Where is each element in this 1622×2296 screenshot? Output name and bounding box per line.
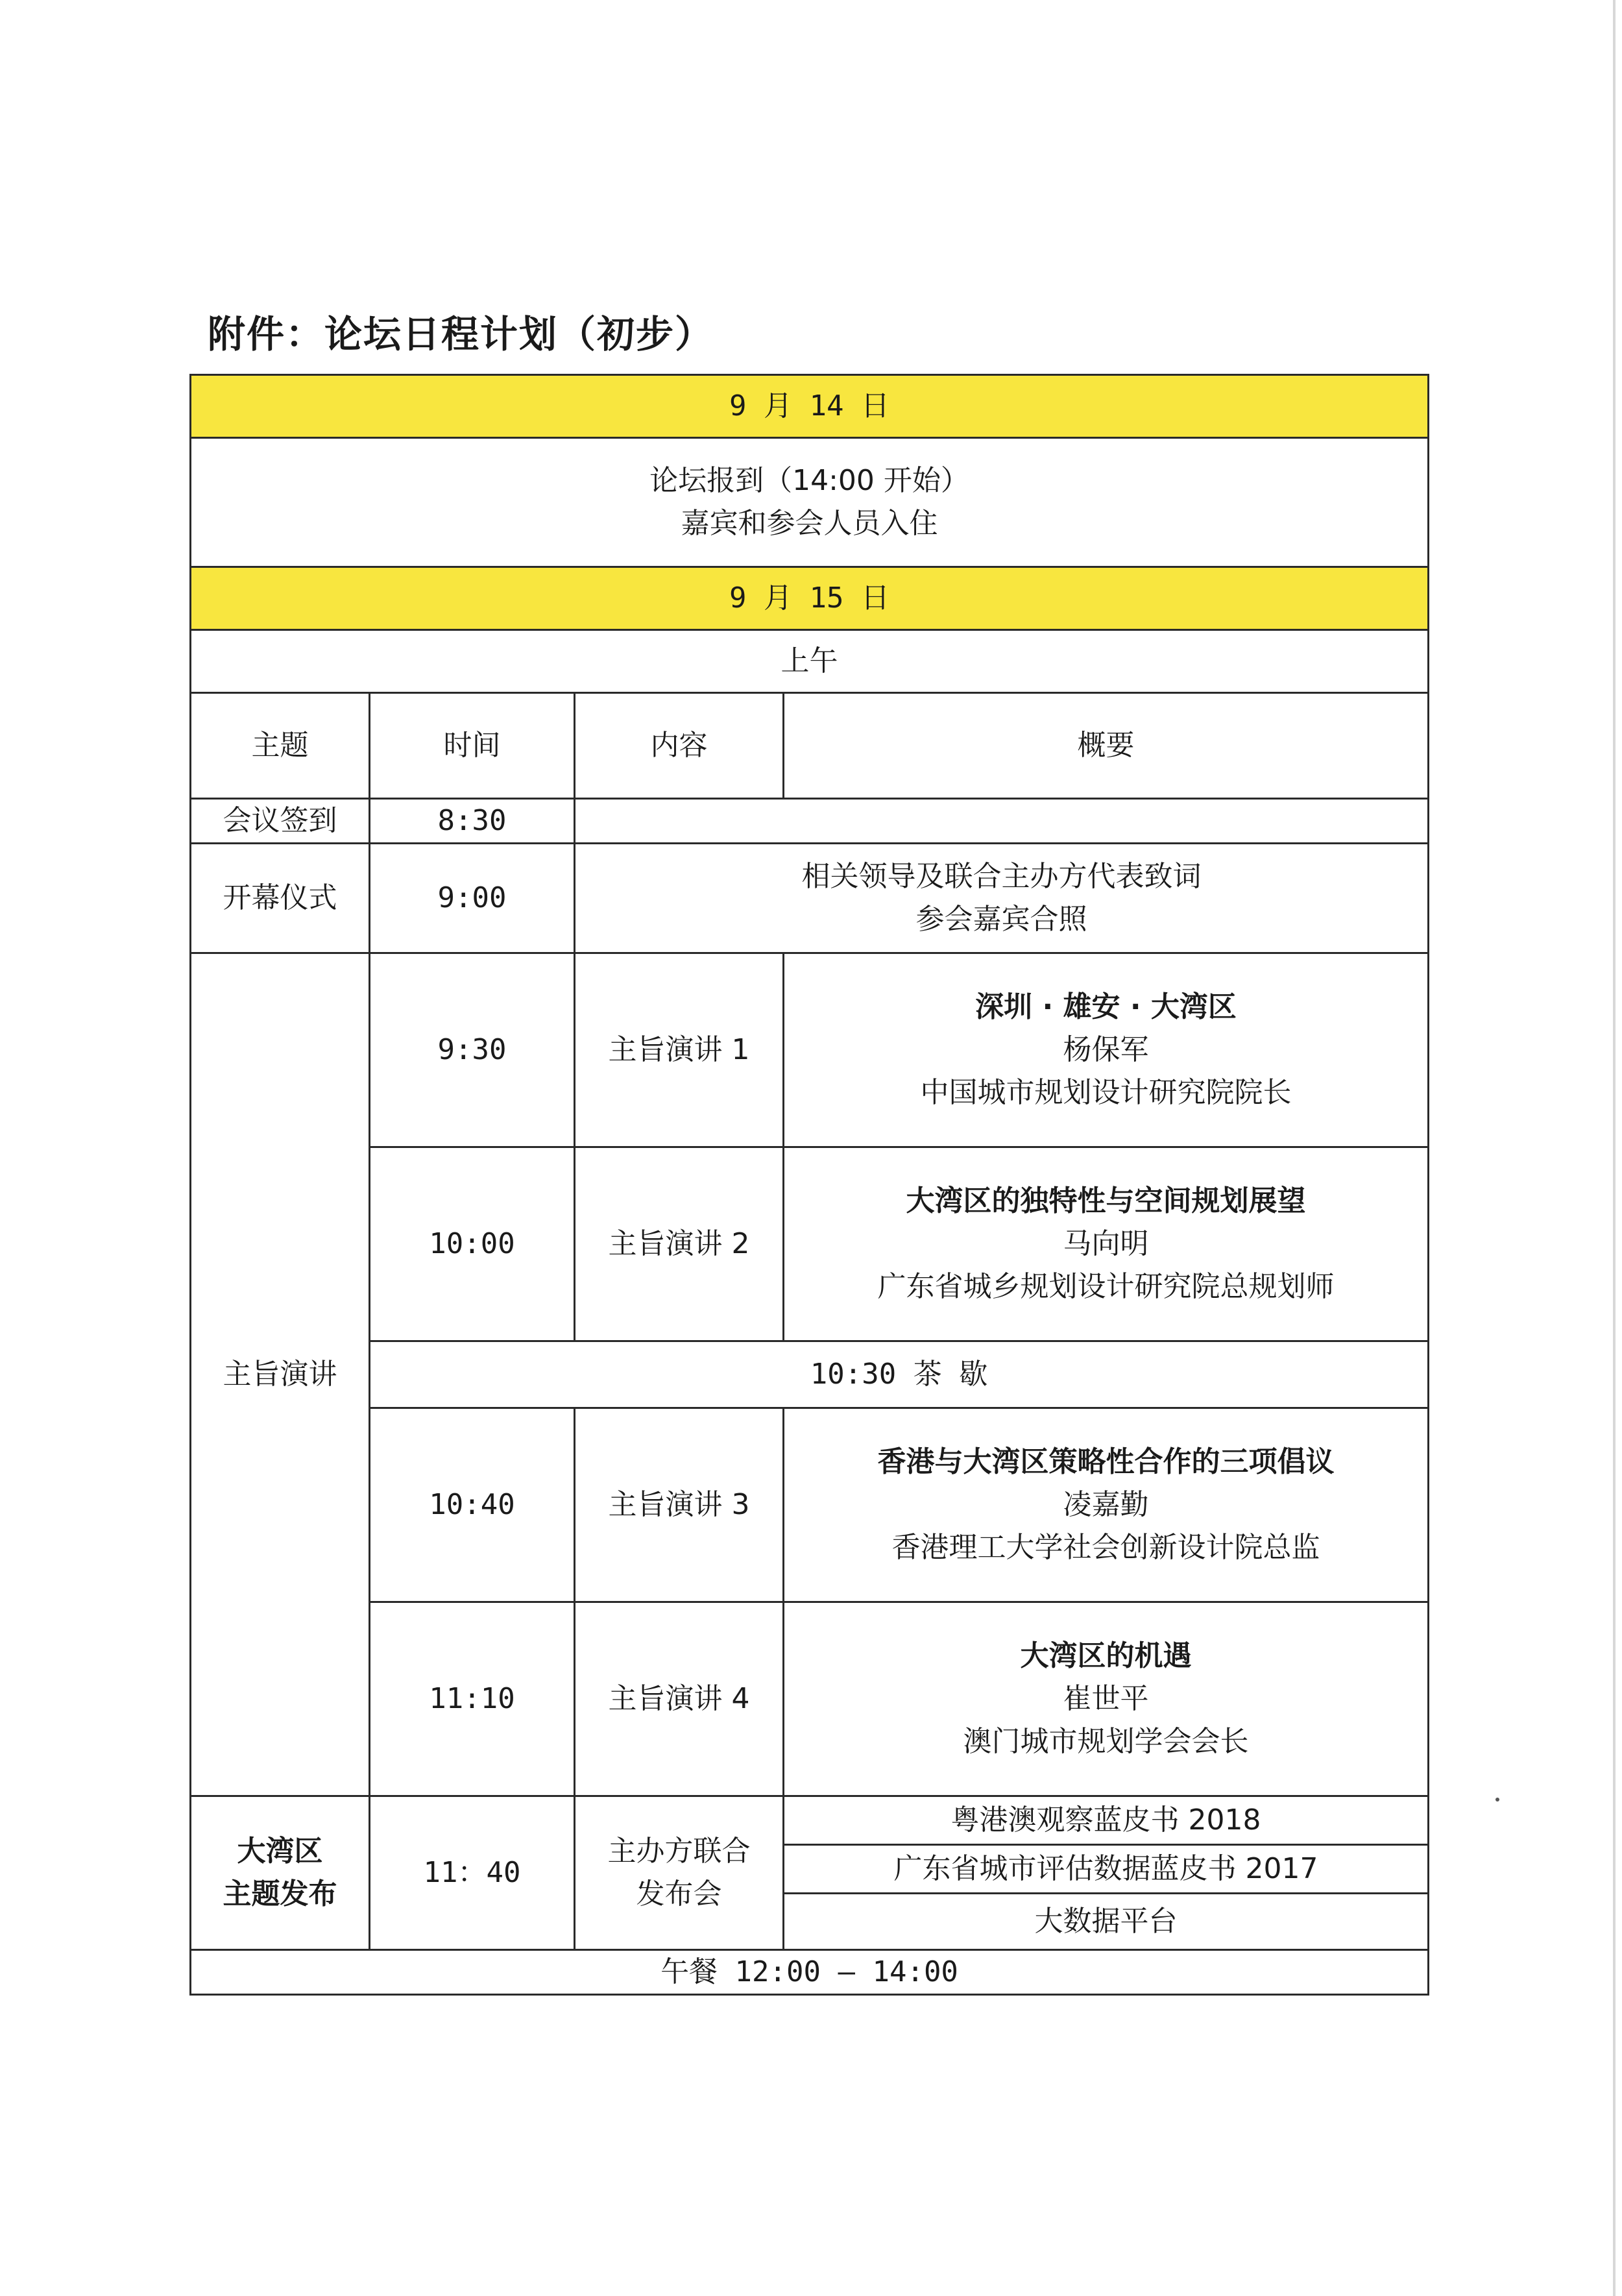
tea-break-row (191, 1341, 1429, 1408)
opening-topic: 开幕仪式 (191, 844, 370, 953)
talk-time: 9:30 (370, 953, 575, 1147)
page-edge (1613, 0, 1616, 2296)
signin-empty (575, 799, 1429, 844)
keynote-topic: 主旨演讲 (191, 953, 370, 1796)
talk-org: 中国城市规划设计研究院院长 (920, 1076, 1292, 1109)
header-topic: 主题 (191, 693, 370, 799)
release-item: 大数据平台 (784, 1894, 1429, 1950)
schedule-table (189, 374, 1429, 1996)
day2-header-row (191, 567, 1429, 630)
talk-speaker: 杨保军 (1063, 1033, 1149, 1066)
release-topic-line-2: 主题发布 (223, 1877, 337, 1911)
column-header-row (191, 693, 1429, 799)
talk-label: 主旨演讲 3 (575, 1408, 784, 1602)
talk-speaker: 崔世平 (1063, 1682, 1149, 1715)
day2-date: 9 月 15 日 (191, 567, 1429, 630)
release-item: 广东省城市评估数据蓝皮书 2017 (784, 1845, 1429, 1894)
header-summary: 概要 (784, 693, 1429, 799)
release-content (575, 1796, 784, 1950)
release-item: 粤港澳观察蓝皮书 2018 (784, 1796, 1429, 1845)
talk-row (191, 1147, 1429, 1341)
header-content: 内容 (575, 693, 784, 799)
lunch: 午餐 12:00 – 14:00 (191, 1950, 1429, 1995)
opening-time: 9:00 (370, 844, 575, 953)
talk-org: 香港理工大学社会创新设计院总监 (891, 1531, 1320, 1564)
opening-row (191, 844, 1429, 953)
talk-summary (784, 1147, 1429, 1341)
talk-org: 广东省城乡规划设计研究院总规划师 (877, 1270, 1335, 1303)
talk-org: 澳门城市规划学会会长 (963, 1725, 1249, 1758)
talk-summary (784, 953, 1429, 1147)
talk-title: 大湾区的机遇 (1020, 1639, 1192, 1672)
talk-label: 主旨演讲 1 (575, 953, 784, 1147)
talk-speaker: 凌嘉勤 (1063, 1488, 1149, 1521)
day1-info-row (191, 438, 1429, 567)
release-content-line-2: 发布会 (636, 1877, 722, 1911)
release-content-line-1: 主办方联合 (607, 1835, 751, 1868)
talk-row (191, 953, 1429, 1147)
release-time: 11：40 (370, 1796, 575, 1950)
talk-title: 香港与大湾区策略性合作的三项倡议 (877, 1445, 1335, 1478)
day1-line-1: 论坛报到（14:00 开始） (649, 464, 969, 497)
period-label: 上午 (191, 630, 1429, 693)
talk-row (191, 1602, 1429, 1796)
release-row (191, 1796, 1429, 1845)
opening-line-2: 参会嘉宾合照 (915, 903, 1087, 936)
page-title: 附件：论坛日程计划（初步） (208, 312, 714, 356)
opening-summary (575, 844, 1429, 953)
day1-info (191, 438, 1429, 567)
talk-label: 主旨演讲 2 (575, 1147, 784, 1341)
signin-topic: 会议签到 (191, 799, 370, 844)
day1-header-row (191, 375, 1429, 438)
talk-title: 深圳 · 雄安 · 大湾区 (975, 990, 1237, 1023)
scan-speck (1495, 1798, 1499, 1801)
opening-line-1: 相关领导及联合主办方代表致词 (801, 860, 1202, 893)
day1-line-2: 嘉宾和参会人员入住 (681, 507, 938, 540)
signin-row (191, 799, 1429, 844)
talk-row (191, 1408, 1429, 1602)
talk-time: 10:40 (370, 1408, 575, 1602)
talk-time: 11:10 (370, 1602, 575, 1796)
tea-break: 10:30 茶 歇 (370, 1341, 1429, 1408)
signin-time: 8:30 (370, 799, 575, 844)
talk-title: 大湾区的独特性与空间规划展望 (906, 1184, 1306, 1217)
talk-summary (784, 1602, 1429, 1796)
release-topic-line-1: 大湾区 (237, 1835, 323, 1868)
header-time: 时间 (370, 693, 575, 799)
talk-time: 10:00 (370, 1147, 575, 1341)
release-topic (191, 1796, 370, 1950)
talk-label: 主旨演讲 4 (575, 1602, 784, 1796)
talk-summary (784, 1408, 1429, 1602)
talk-speaker: 马向明 (1063, 1227, 1149, 1260)
lunch-row (191, 1950, 1429, 1995)
day1-date: 9 月 14 日 (191, 375, 1429, 438)
period-row (191, 630, 1429, 693)
